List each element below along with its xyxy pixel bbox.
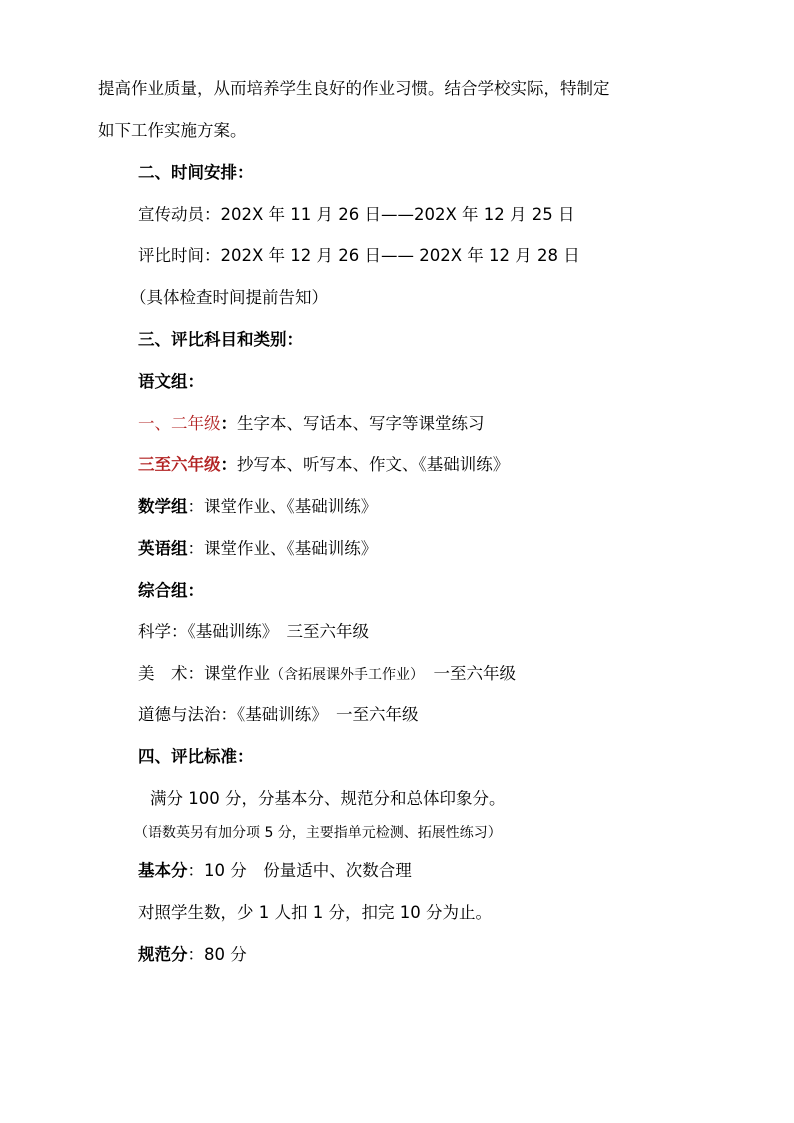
bonus-note: （语数英另有加分项 5 分，主要指单元检测、拓展性练习）	[134, 825, 502, 841]
art-grades: 一至六年级	[417, 664, 516, 683]
standards-heading: 四、评比标准：	[138, 747, 254, 766]
norm-score-item	[138, 944, 247, 966]
art-main: 美 术：课堂作业	[138, 664, 270, 683]
morality-item: 道德与法治：《基础训练》 一至六年级	[138, 705, 419, 724]
schedule-note: （具体检查时间提前告知）	[130, 288, 328, 307]
grade-1-2-label: 一、二年级	[138, 414, 221, 433]
math-group-label: 数学组	[138, 497, 188, 516]
grade-3-6-colon: ：	[220, 455, 237, 474]
basic-score-detail: ：10 分 份量适中、次数合理	[187, 861, 412, 880]
grade-1-2-item	[138, 413, 485, 435]
art-note: （含拓展课外手工作业）	[270, 667, 417, 683]
basic-score-item	[138, 860, 412, 882]
full-score-text: 满分 100 分，分基本分、规范分和总体印象分。	[150, 789, 506, 808]
english-group-item	[138, 538, 377, 560]
intro-line-2: 如下工作实施方案。	[98, 121, 247, 140]
english-group-items: ：课堂作业、《基础训练》	[187, 539, 378, 558]
intro-line-1: 提高作业质量，从而培养学生良好的作业习惯。结合学校实际，特制定	[98, 79, 610, 98]
deduction-rule: 对照学生数，少 1 人扣 1 分，扣完 10 分为止。	[138, 903, 492, 922]
publicity-period: 宣传动员：202X 年 11 月 26 日——202X 年 12 月 25 日	[138, 205, 575, 224]
math-group-items: ：课堂作业、《基础训练》	[187, 497, 378, 516]
english-group-label: 英语组	[138, 539, 188, 558]
math-group-item	[138, 496, 377, 518]
comprehensive-group-heading: 综合组：	[138, 581, 204, 600]
grade-3-6-label: 三至六年级	[138, 455, 221, 474]
grade-1-2-colon: ：	[220, 414, 237, 433]
art-item	[138, 663, 516, 686]
evaluation-period: 评比时间：202X 年 12 月 26 日—— 202X 年 12 月 28 日	[138, 246, 580, 265]
basic-score-label: 基本分	[138, 861, 188, 880]
grade-3-6-item	[138, 454, 509, 476]
grade-3-6-items: 抄写本、听写本、作文、《基础训练》	[237, 455, 510, 474]
grade-1-2-items: 生字本、写话本、写字等课堂练习	[237, 414, 485, 433]
time-heading: 二、时间安排：	[138, 163, 254, 182]
chinese-group-heading: 语文组：	[138, 372, 204, 391]
subjects-heading: 三、评比科目和类别：	[138, 330, 303, 349]
norm-score-detail: ：80 分	[187, 945, 247, 964]
science-item: 科学：《基础训练》 三至六年级	[138, 622, 369, 641]
norm-score-label: 规范分	[138, 945, 188, 964]
